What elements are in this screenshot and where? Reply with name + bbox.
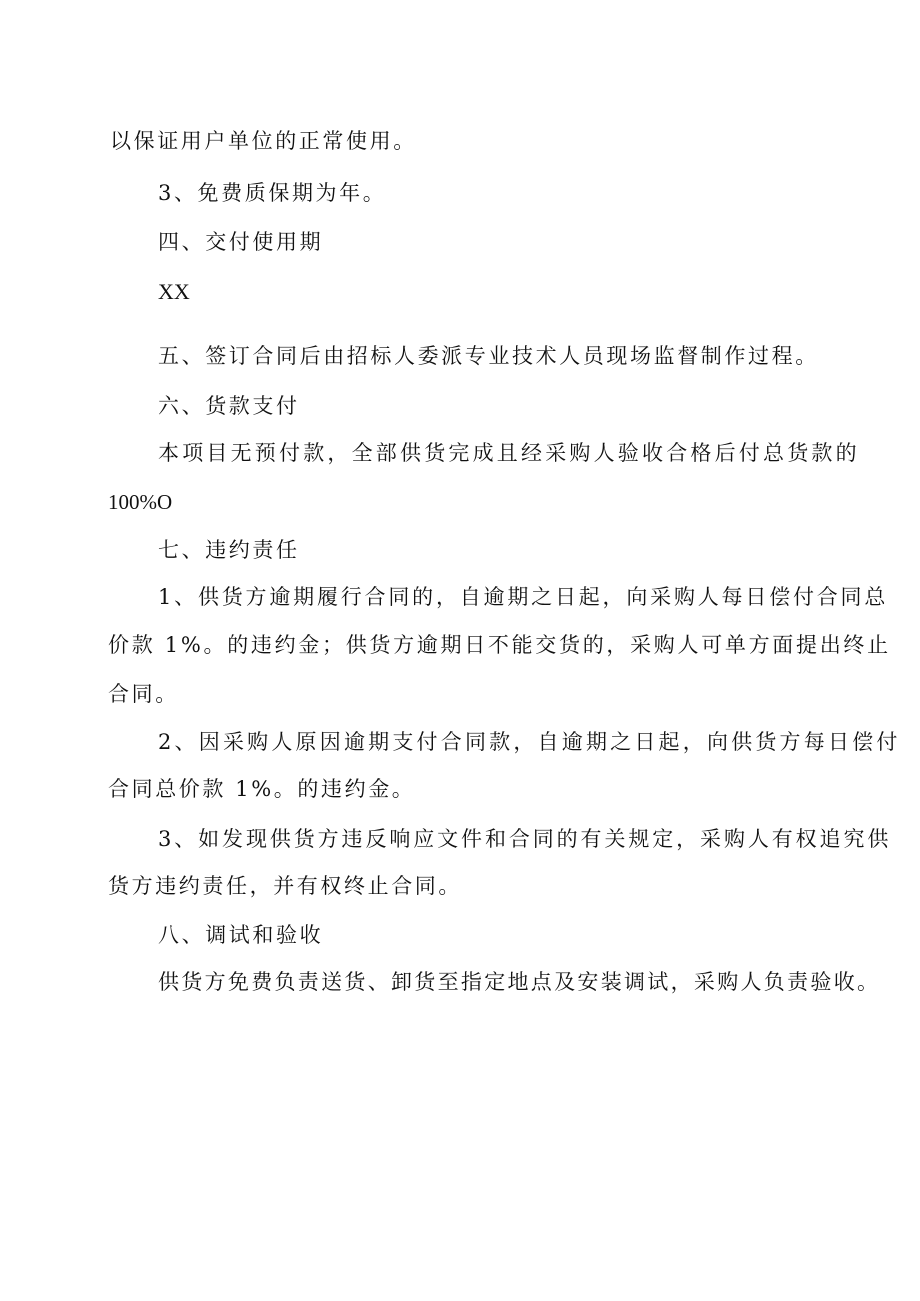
paragraph-line: 1、供货方逾期履行合同的，自逾期之日起，向采购人每日偿付合同总 xyxy=(158,585,889,609)
paragraph-line: 合同。 xyxy=(108,682,179,706)
paragraph-line: 3、免费质保期为年。 xyxy=(158,181,387,205)
section-heading: 四、交付使用期 xyxy=(158,230,324,254)
paragraph-line: 货方违约责任，并有权终止合同。 xyxy=(108,874,462,898)
paragraph-line: 3、如发现供货方违反响应文件和合同的有关规定，采购人有权追究供 xyxy=(158,827,892,851)
paragraph-line: 以保证用户单位的正常使用。 xyxy=(110,129,417,153)
paragraph-line: 100%O xyxy=(108,490,173,514)
paragraph-line: 价款 1%。的违约金；供货方逾期日不能交货的，采购人可单方面提出终止 xyxy=(108,633,891,657)
paragraph-line: XX xyxy=(158,279,190,304)
paragraph-line: 2、因采购人原因逾期支付合同款，自逾期之日起，向供货方每日偿付 xyxy=(158,730,901,754)
paragraph-line: 本项目无预付款，全部供货完成且经采购人验收合格后付总货款的 xyxy=(158,441,860,465)
section-heading: 六、货款支付 xyxy=(158,394,300,418)
paragraph-line: 供货方免费负责送货、卸货至指定地点及安装调试，采购人负责验收。 xyxy=(158,970,881,994)
section-heading: 七、违约责任 xyxy=(158,538,300,562)
section-heading: 八、调试和验收 xyxy=(158,923,324,947)
section-heading: 五、签订合同后由招标人委派专业技术人员现场监督制作过程。 xyxy=(158,344,819,368)
paragraph-line: 合同总价款 1%。的违约金。 xyxy=(108,777,416,801)
